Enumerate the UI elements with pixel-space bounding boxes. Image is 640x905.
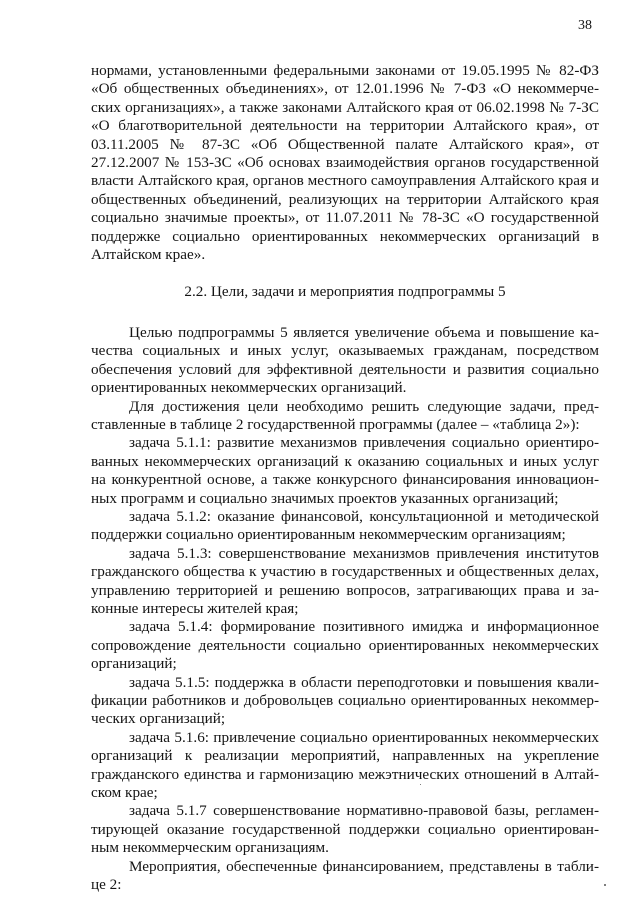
- paragraph-activities: Мероприятия, обеспеченные финансированием, представлены в таблице 2:: [91, 857, 599, 894]
- task-5-1-7: задача 5.1.7 совершенствование нормативно-правовой базы, регламентирующей оказание государственной поддержки социально ориентированным некоммерческим организациям.: [91, 802, 599, 857]
- paragraph-goal: Целью подпрограммы 5 является увеличение объема и повышение качества социальных и иных услуг, оказываемых гражданам, посредством обеспечения условий для эффективной деятельности и развития социально ориентированных некоммерческих организаций.: [91, 323, 599, 397]
- task-5-1-2: задача 5.1.2: оказание финансовой, консультационной и методической поддержки социально ориентированным некоммерческим организациям;: [91, 507, 599, 544]
- task-5-1-3: задача 5.1.3: совершенствование механизмов привлечения институтов гражданского общества к участию в государственных и общественных делах, управлению территорией и решению вопросов, затрагивающих права и законные интересы жителей края;: [91, 544, 599, 617]
- page-number: 38: [578, 18, 592, 33]
- scan-speck: [420, 784, 421, 785]
- scan-speck: [604, 884, 606, 886]
- task-5-1-5: задача 5.1.5: поддержка в области переподготовки и повышения квалификации работников и добровольцев социально ориентированных некоммерческих организаций;: [91, 673, 599, 728]
- paragraph-legal-basis: нормами, установленными федеральными законами от 19.05.1995 № 82-ФЗ «Об общественных объединениях», от 12.01.1996 № 7-ФЗ «О некоммерческих организациях», а также законами Алтайского края от 06.02.1998 № 7-ЗС «О благотворительной деятельности на территории Алтайского края», от 03.11.2005 № 87-ЗС «Об Общественной палате Алтайского края», от 27.12.2007 № 153-ЗС «Об основах взаимодействия органов государственной власти Алтайского края, органов местного самоуправления Алтайского края и общественных объединений, реализующих на территории Алтайского края социально значимые проекты», от 11.07.2011 № 78-ЗС «О государственной поддержке социально ориентированных некоммерческих организаций в Алтайском крае».: [91, 62, 599, 264]
- task-5-1-4: задача 5.1.4: формирование позитивного имиджа и информационное сопровождение деятельности социально ориентированных некоммерческих организаций;: [91, 618, 599, 673]
- section-heading: 2.2. Цели, задачи и мероприятия подпрограммы 5: [184, 283, 506, 301]
- page-body: [91, 62, 599, 894]
- task-5-1-6: задача 5.1.6: привлечение социально ориентированных некоммерческих организаций к реализации мероприятий, направленных на укрепление гражданского единства и гармонизацию межэтнических отношений в Алтайском крае;: [91, 728, 599, 802]
- paragraph-tasks-intro: Для достижения цели необходимо решить следующие задачи, представленные в таблице 2 государственной программы (далее – «таблица 2»):: [91, 397, 599, 433]
- task-5-1-1: задача 5.1.1: развитие механизмов привлечения социально ориентированных некоммерческих организаций к оказанию социальных и иных услуг на конкурентной основе, а также конкурсного финансирования инновационных программ и социально значимых проектов указанных организаций;: [91, 434, 599, 507]
